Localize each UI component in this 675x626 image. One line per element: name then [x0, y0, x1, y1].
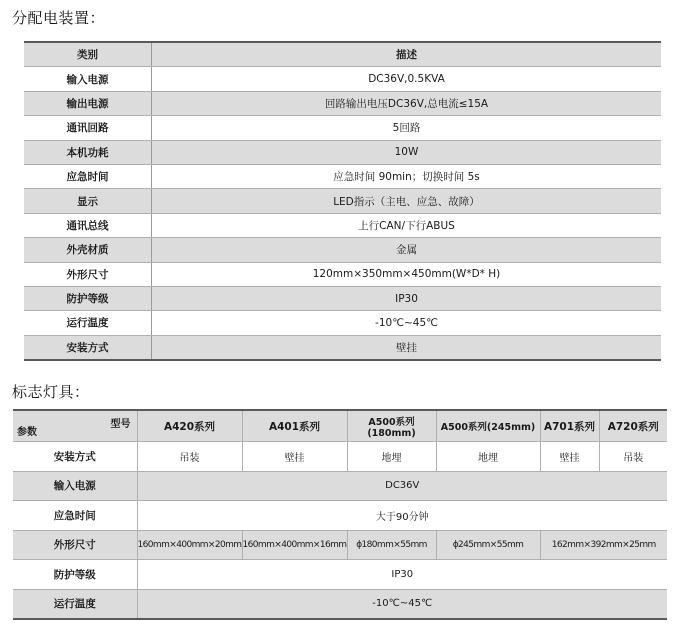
table-row	[24, 164, 661, 188]
row-value: IP30	[137, 560, 667, 590]
row-value: 应急时间 90min；切换时间 5s	[152, 164, 662, 188]
model-corner-label: 型号	[110, 419, 131, 430]
row-value: 地埋	[347, 442, 436, 472]
table-row	[13, 589, 667, 619]
row-value: ϕ245mm×55mm	[436, 530, 540, 560]
table-row	[24, 311, 661, 335]
row-value: 壁挂	[242, 442, 347, 472]
row-value: 回路输出电压DC36V,总电流≤15A	[152, 91, 662, 115]
row-label: 外形尺寸	[24, 262, 152, 286]
row-label: 显示	[24, 189, 152, 213]
row-value: 162mm×392mm×25mm	[540, 530, 667, 560]
table-row	[24, 238, 661, 262]
distribution-spec-table	[24, 41, 661, 361]
table-row	[13, 530, 667, 560]
table-row	[13, 560, 667, 590]
model-header: A500系列(180mm)	[347, 410, 436, 442]
row-label: 通讯回路	[24, 116, 152, 140]
row-value: IP30	[152, 286, 662, 310]
row-value: LED指示（主电、应急、故障）	[152, 189, 662, 213]
row-label: 运行温度	[13, 589, 137, 619]
description-header: 描述	[152, 42, 662, 67]
row-value: 160mm×400mm×20mm	[137, 530, 242, 560]
row-value: DC36V	[137, 471, 667, 501]
table-row	[24, 116, 661, 140]
row-label: 本机功耗	[24, 140, 152, 164]
row-value: 上行CAN/下行ABUS	[152, 213, 662, 237]
table-row	[13, 471, 667, 501]
row-value: 120mm×350mm×450mm(W*D* H)	[152, 262, 662, 286]
row-value: 160mm×400mm×16mm	[242, 530, 347, 560]
row-value: DC36V,0.5KVA	[152, 67, 662, 91]
table-row	[13, 442, 667, 472]
row-label: 输出电源	[24, 91, 152, 115]
row-value: 吊装	[137, 442, 242, 472]
row-label: 安装方式	[24, 335, 152, 360]
table-row	[24, 262, 661, 286]
row-label: 应急时间	[24, 164, 152, 188]
table-row	[13, 501, 667, 531]
model-header: A401系列	[242, 410, 347, 442]
row-value: ϕ180mm×55mm	[347, 530, 436, 560]
category-header: 类别	[24, 42, 152, 67]
table-row	[24, 67, 661, 91]
row-value: 大于90分钟	[137, 501, 667, 531]
row-value: 壁挂	[540, 442, 599, 472]
row-value: 壁挂	[152, 335, 662, 360]
row-label: 外形尺寸	[13, 530, 137, 560]
row-value: 吊装	[599, 442, 667, 472]
row-value: 地埋	[436, 442, 540, 472]
model-header: A720系列	[599, 410, 667, 442]
table-row	[24, 335, 661, 360]
model-header: A701系列	[540, 410, 599, 442]
model-header-row	[13, 410, 667, 442]
lamp-spec-table	[13, 409, 667, 620]
row-label: 外壳材质	[24, 238, 152, 262]
row-label: 输入电源	[13, 471, 137, 501]
row-label: 应急时间	[13, 501, 137, 531]
table-row	[24, 286, 661, 310]
row-value: -10℃~45℃	[137, 589, 667, 619]
table-row	[24, 140, 661, 164]
row-value: 5回路	[152, 116, 662, 140]
lamp-section-heading: 标志灯具：	[12, 383, 90, 401]
model-header: A500系列(245mm)	[436, 410, 540, 442]
table-row	[24, 91, 661, 115]
row-label: 运行温度	[24, 311, 152, 335]
row-label: 安装方式	[13, 442, 137, 472]
row-label: 输入电源	[24, 67, 152, 91]
row-value: 10W	[152, 140, 662, 164]
row-value: -10℃~45℃	[152, 311, 662, 335]
distribution-section-heading: 分配电装置：	[12, 9, 106, 27]
row-value: 金属	[152, 238, 662, 262]
table-row	[24, 189, 661, 213]
row-label: 防护等级	[24, 286, 152, 310]
row-label: 防护等级	[13, 560, 137, 590]
param-corner-label: 参数	[17, 427, 37, 438]
row-label: 通讯总线	[24, 213, 152, 237]
corner-header-cell	[13, 410, 137, 442]
table-row	[24, 213, 661, 237]
table-header-row	[24, 42, 661, 67]
model-header: A420系列	[137, 410, 242, 442]
